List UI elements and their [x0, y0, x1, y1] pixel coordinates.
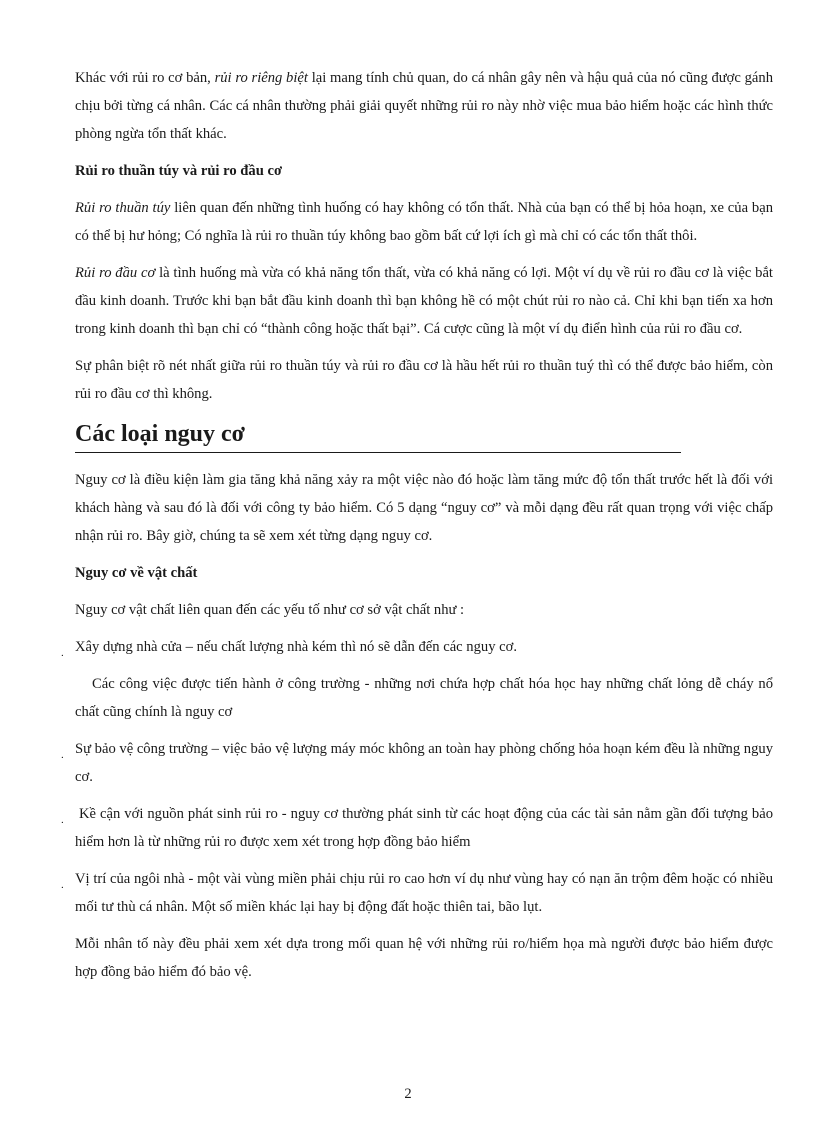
paragraph-specific-risk: Khác với rủi ro cơ bản, rủi ro riêng biệt lại mang tính chủ quan, do cá nhân gây nên và hậu quả của nó cũng được gánh chịu bởi từng cá nhân. Các cá nhân thường phải giải quyết những rủi ro này nhờ việc mua bảo hiểm hoặc các hình thức phòng ngừa tổn thất khác.	[75, 70, 773, 142]
term-speculative-risk: Rủi ro đầu cơ	[75, 265, 156, 281]
term-specific-risk: rủi ro riêng biệt	[214, 70, 308, 86]
list-item	[61, 633, 773, 661]
bullet-marker: .	[61, 814, 64, 826]
section-heading-hazards: Các loại nguy cơ	[75, 417, 681, 453]
page-number: 2	[404, 1086, 412, 1102]
heading-physical-hazard: Nguy cơ về vật chất	[75, 565, 198, 581]
paragraph-speculative-risk: Rủi ro đầu cơ là tình huống mà vừa có khả năng tổn thất, vừa có khả năng có lợi. Một ví dụ về rủi ro đầu cơ là việc bắt đầu kinh doanh. Trước khi bạn bắt đầu kinh doanh thì bạn không hề có một chút rủi ro nào cả. Chỉ khi bạn tiến xa hơn trong kinh doanh thì bạn chỉ có “thành công hoặc thất bại”. Cá cược cũng là một ví dụ điển hình của rủi ro đầu cơ.	[75, 265, 773, 337]
list-item-text: Sự bảo vệ công trường – việc bảo vệ lượng máy móc không an toàn hay phòng chống hỏa hoạn kém đều là những nguy cơ.	[75, 741, 773, 785]
paragraph-closing: Mỗi nhân tố này đều phải xem xét dựa trong mối quan hệ với những rủi ro/hiểm họa mà người được bảo hiểm được hợp đồng bảo hiểm đó bảo vệ.	[75, 936, 773, 980]
page-content	[61, 64, 773, 986]
list-item	[61, 800, 773, 856]
heading-pure-speculative-risk: Rủi ro thuần túy và rủi ro đầu cơ	[75, 163, 283, 179]
bullet-marker: .	[61, 749, 64, 761]
bullet-marker: .	[61, 647, 64, 659]
list-item-text: Xây dựng nhà cửa – nếu chất lượng nhà kém thì nó sẽ dẫn đến các nguy cơ.	[75, 639, 517, 655]
paragraph-physical-intro: Nguy cơ vật chất liên quan đến các yếu tố như cơ sở vật chất như :	[75, 602, 465, 618]
paragraph-pure-risk: Rủi ro thuần túy liên quan đến những tình huống có hay không có tổn thất. Nhà của bạn có thể bị hỏa hoạn, xe của bạn có thể bị hư hỏng; Có nghĩa là rủi ro thuần túy không bao gồm bất cứ lợi ích gì mà chỉ có các tổn thất thôi.	[75, 200, 773, 244]
list-item	[61, 735, 773, 791]
list-item-text: Kề cận với nguồn phát sinh rủi ro - nguy cơ thường phát sinh từ các hoạt động của các tài sản nằm gần đối tượng bảo hiểm hơn là từ những rủi ro được xem xét trong hợp đồng bảo hiểm	[75, 806, 773, 850]
list-item	[75, 670, 773, 726]
list-item-text: Các công việc được tiến hành ở công trường - những nơi chứa hợp chất hóa học hay những chất lỏng dễ cháy nổ chất cũng chính là nguy cơ	[75, 676, 773, 720]
list-item	[61, 865, 773, 921]
paragraph-distinction: Sự phân biệt rõ nét nhất giữa rủi ro thuần túy và rủi ro đầu cơ là hầu hết rủi ro thuần tuý thì có thể được bảo hiểm, còn rủi ro đầu cơ thì không.	[75, 358, 773, 402]
term-pure-risk: Rủi ro thuần túy	[75, 200, 171, 216]
paragraph-hazard-definition: Nguy cơ là điều kiện làm gia tăng khả năng xảy ra một việc nào đó hoặc làm tăng mức độ tổn thất trước hết là đối với khách hàng và sau đó là đối với công ty bảo hiểm. Có 5 dạng “nguy cơ” và mỗi dạng đều rất quan trọng với việc chấp nhận rủi ro. Bây giờ, chúng ta sẽ xem xét từng dạng nguy cơ.	[75, 472, 773, 544]
bullet-marker: .	[61, 879, 64, 891]
list-item-text: Vị trí của ngôi nhà - một vài vùng miền phải chịu rủi ro cao hơn ví dụ như vùng hay có nạn ăn trộm đêm hoặc có nhiều mối tư thù cá nhân. Một số miền khác lại hay bị động đất hoặc thiên tai, bão lụt.	[75, 871, 773, 915]
